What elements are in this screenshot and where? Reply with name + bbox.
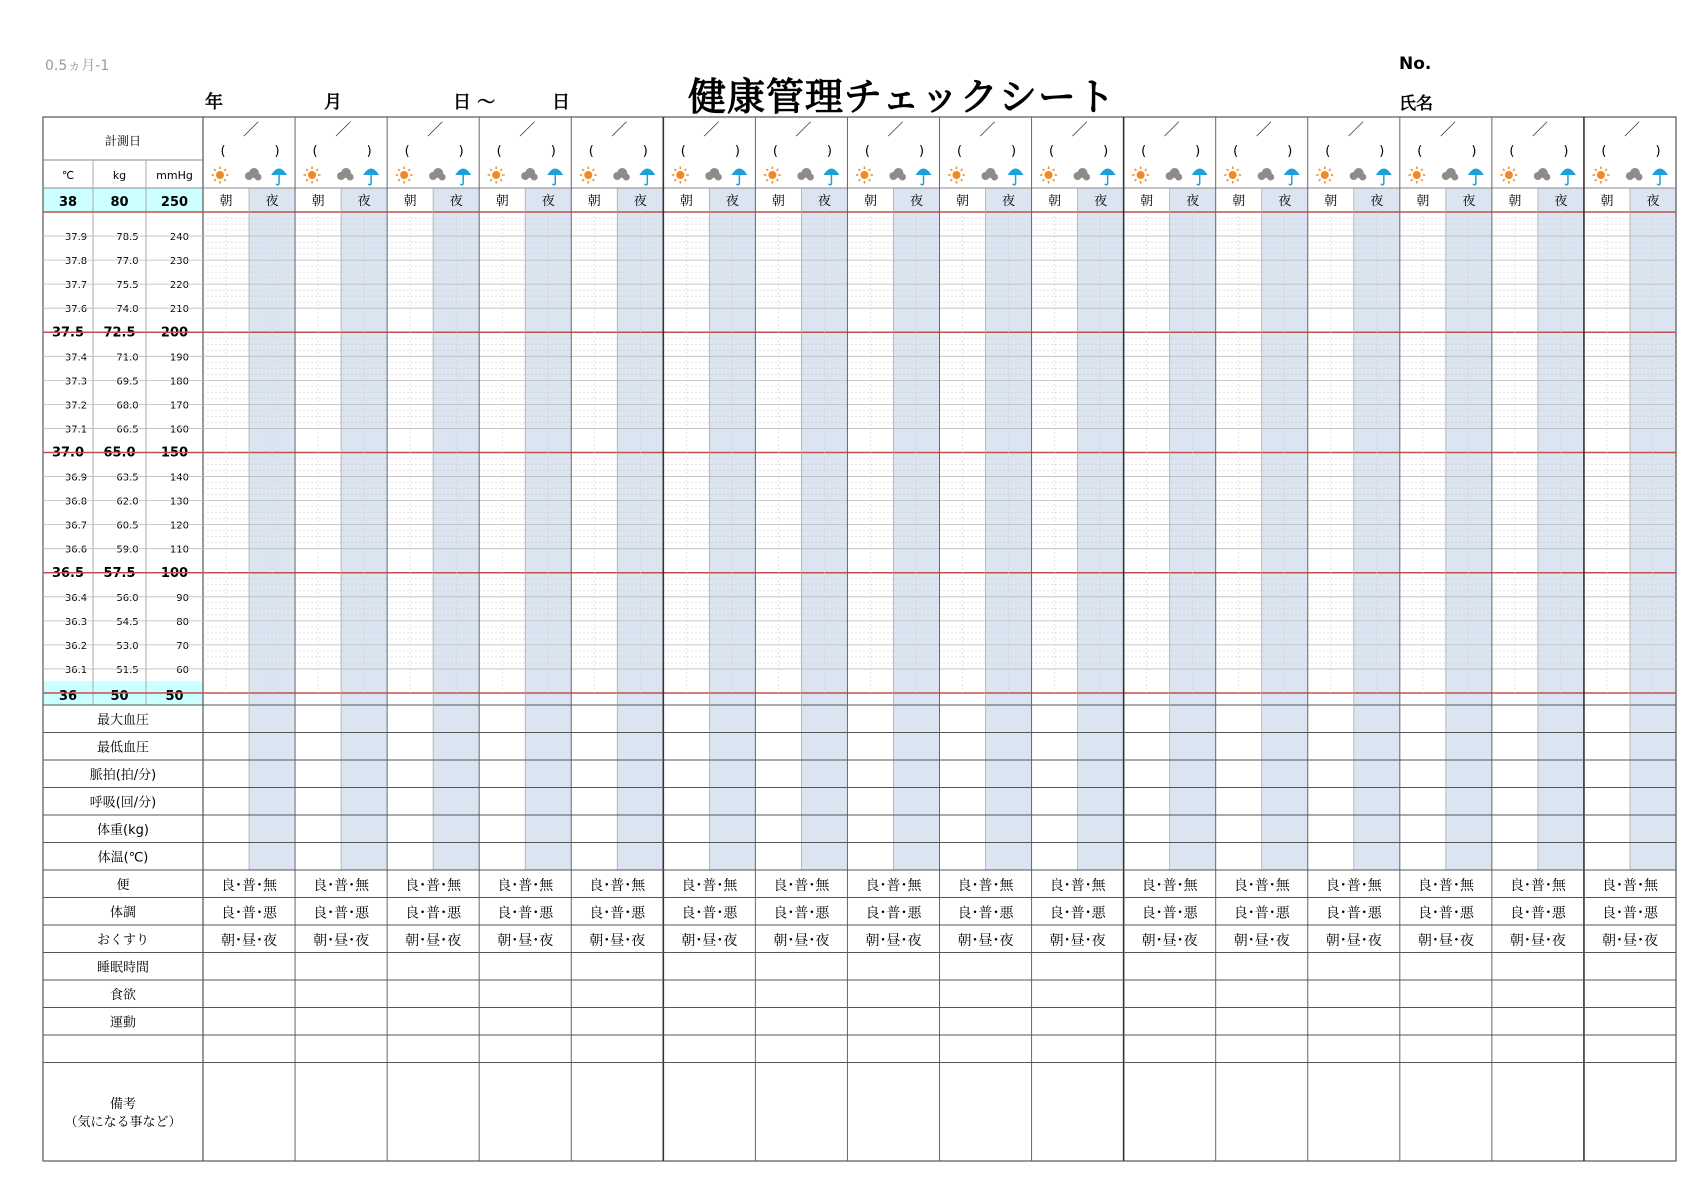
- weekday-paren-close: ): [1195, 144, 1201, 159]
- name-label: 氏名: [1399, 94, 1433, 114]
- cloud-icon[interactable]: [245, 168, 262, 181]
- unit-label: mmHg: [156, 169, 193, 182]
- remarks-sub-label: （気になる事など）: [64, 1115, 182, 1130]
- night-label: 夜: [1554, 194, 1568, 209]
- choice-cell: 良･普･無: [1233, 877, 1290, 894]
- sun-icon[interactable]: [580, 167, 597, 184]
- date-slash: ／: [979, 120, 996, 139]
- cloud-icon[interactable]: [1626, 168, 1643, 181]
- weekday-paren-open: (: [312, 144, 318, 159]
- choice-cell: 良･普･無: [497, 877, 554, 894]
- weekday-paren-close: ): [918, 144, 925, 159]
- choice-cell: 良･普･悪: [1141, 905, 1198, 922]
- date-slash: ／: [1255, 120, 1272, 139]
- scale-value: 37.7: [64, 280, 88, 292]
- weekday-paren-close: ): [826, 144, 832, 159]
- morning-label: 朝: [1048, 194, 1062, 209]
- scale-value: 220: [169, 280, 189, 292]
- umbrella-icon[interactable]: [823, 169, 839, 185]
- night-label: 夜: [1646, 194, 1660, 209]
- weekday-paren-open: (: [1141, 144, 1147, 159]
- umbrella-icon[interactable]: [455, 169, 471, 185]
- morning-label: 朝: [1416, 194, 1430, 209]
- morning-label: 朝: [1600, 194, 1614, 209]
- umbrella-icon[interactable]: [1376, 169, 1392, 185]
- umbrella-icon[interactable]: [1008, 169, 1024, 185]
- scale-value: 63.5: [116, 472, 139, 484]
- scale-value: 70: [176, 640, 189, 652]
- choice-cell: 良･普･無: [221, 877, 278, 894]
- scale-value: 150: [160, 445, 189, 461]
- choice-cell: 朝･昼･夜: [773, 932, 830, 949]
- scale-value: 77.0: [116, 256, 139, 268]
- choice-cell: 朝･昼･夜: [957, 932, 1014, 949]
- weekday-paren-open: (: [772, 144, 778, 159]
- choice-cell: 良･普･悪: [1509, 905, 1566, 922]
- weekday-paren-open: (: [496, 144, 502, 159]
- choice-cell: 朝･昼･夜: [865, 932, 922, 949]
- scale-value: 50: [165, 689, 184, 704]
- weekday-paren-open: (: [1417, 144, 1423, 159]
- weekday-paren-open: (: [404, 144, 410, 159]
- date-slash: ／: [519, 120, 536, 139]
- cloud-icon[interactable]: [613, 168, 630, 181]
- unit-label: kg: [112, 169, 127, 182]
- choice-cell: 朝･昼･夜: [1509, 932, 1566, 949]
- scale-value: 60.5: [116, 520, 139, 532]
- row-label: 体温(℃): [97, 850, 149, 866]
- day-to-label: 日: [552, 92, 570, 113]
- cloud-icon[interactable]: [797, 168, 814, 181]
- scale-value: 68.0: [116, 400, 139, 412]
- weekday-paren-close: ): [1471, 144, 1477, 159]
- weekday-paren-close: ): [734, 144, 740, 159]
- scale-value: 36.4: [64, 592, 88, 604]
- umbrella-icon[interactable]: [1560, 169, 1576, 185]
- night-label: 夜: [633, 194, 647, 209]
- sun-icon[interactable]: [672, 167, 689, 184]
- scale-value: 37.0: [51, 445, 85, 461]
- weekday-paren-open: (: [680, 144, 686, 159]
- date-slash: ／: [1347, 120, 1364, 139]
- scale-value: 37.8: [64, 256, 88, 268]
- scale-value: 200: [160, 325, 189, 341]
- umbrella-icon[interactable]: [1284, 169, 1300, 185]
- scale-value: 62.0: [116, 496, 139, 508]
- sun-icon[interactable]: [948, 167, 965, 184]
- choice-cell: 良･普･無: [1601, 877, 1658, 894]
- row-label: 最大血圧: [96, 712, 150, 728]
- umbrella-icon[interactable]: [916, 169, 932, 185]
- scale-value: 170: [169, 400, 189, 412]
- night-label: 夜: [909, 194, 923, 209]
- sun-icon[interactable]: [1592, 167, 1609, 184]
- scale-value: 80: [110, 195, 129, 210]
- date-slash: ／: [611, 120, 628, 139]
- choice-cell: 良･普･悪: [1417, 905, 1474, 922]
- cloud-icon[interactable]: [337, 168, 354, 181]
- weekday-paren-open: (: [1509, 144, 1515, 159]
- night-label: 夜: [1278, 194, 1292, 209]
- scale-value: 100: [160, 565, 189, 581]
- date-slash: ／: [335, 120, 352, 139]
- weekday-paren-close: ): [458, 144, 464, 159]
- morning-label: 朝: [771, 194, 785, 209]
- cloud-icon[interactable]: [1442, 168, 1459, 181]
- choice-cell: 朝･昼･夜: [1417, 932, 1474, 949]
- row-label: 食欲: [109, 987, 137, 1003]
- choice-cell: 良･普･悪: [957, 905, 1014, 922]
- weekday-paren-close: ): [1655, 144, 1661, 159]
- sun-icon[interactable]: [212, 167, 229, 184]
- choice-cell: 良･普･無: [1417, 877, 1474, 894]
- scale-value: 56.0: [116, 592, 139, 604]
- number-label: No.: [1399, 54, 1432, 74]
- date-slash: ／: [1163, 120, 1180, 139]
- night-label: 夜: [357, 194, 371, 209]
- choice-cell: 良･普･無: [865, 877, 922, 894]
- choice-cell: 良･普･無: [1509, 877, 1566, 894]
- sheet-code: 0.5ヵ月-1: [45, 58, 110, 74]
- scale-value: 110: [169, 544, 189, 556]
- choice-cell: 朝･昼･夜: [681, 932, 738, 949]
- scale-value: 37.6: [64, 304, 88, 316]
- weekday-paren-open: (: [588, 144, 594, 159]
- morning-label: 朝: [311, 194, 325, 209]
- measure-day-label: 計測日: [104, 134, 142, 148]
- scale-value: 38: [58, 195, 78, 210]
- row-label: 体調: [109, 905, 137, 921]
- choice-cell: 良･普･悪: [681, 905, 738, 922]
- night-label: 夜: [1370, 194, 1384, 209]
- scale-value: 75.5: [116, 280, 139, 292]
- scale-value: 120: [169, 520, 189, 532]
- umbrella-icon[interactable]: [363, 169, 379, 185]
- date-slash: ／: [1071, 120, 1088, 139]
- night-label: 夜: [1002, 194, 1016, 209]
- cloud-icon[interactable]: [1074, 168, 1091, 181]
- umbrella-icon[interactable]: [1192, 169, 1208, 185]
- cloud-icon[interactable]: [1258, 168, 1275, 181]
- umbrella-icon[interactable]: [1100, 169, 1116, 185]
- row-label: 便: [116, 877, 130, 893]
- choice-cell: 朝･昼･夜: [1141, 932, 1198, 949]
- weekday-paren-close: ): [1103, 144, 1109, 159]
- choice-cell: 良･普･悪: [221, 905, 278, 922]
- scale-value: 140: [169, 472, 189, 484]
- scale-value: 37.9: [64, 232, 88, 244]
- sun-icon[interactable]: [1040, 167, 1057, 184]
- morning-label: 朝: [587, 194, 601, 209]
- morning-label: 朝: [1508, 194, 1522, 209]
- scale-value: 74.0: [116, 304, 139, 316]
- choice-cell: 良･普･無: [1141, 877, 1198, 894]
- morning-label: 朝: [495, 194, 509, 209]
- night-label: 夜: [541, 194, 555, 209]
- choice-cell: 良･普･悪: [405, 905, 462, 922]
- cloud-icon[interactable]: [705, 168, 722, 181]
- row-label: 体重(kg): [97, 822, 149, 838]
- weekday-paren-close: ): [274, 144, 280, 159]
- month-label: 月: [324, 92, 342, 113]
- scale-value: 37.1: [64, 424, 88, 436]
- choice-cell: 良･普･悪: [1233, 905, 1290, 922]
- scale-value: 54.5: [116, 616, 139, 628]
- row-label: 運動: [109, 1015, 137, 1031]
- choice-cell: 朝･昼･夜: [497, 932, 554, 949]
- scale-value: 66.5: [116, 424, 139, 436]
- scale-value: 69.5: [116, 376, 139, 388]
- choice-cell: 朝･昼･夜: [589, 932, 646, 949]
- morning-label: 朝: [403, 194, 417, 209]
- scale-value: 36.2: [64, 640, 88, 652]
- scale-value: 160: [169, 424, 189, 436]
- scale-value: 65.0: [103, 445, 136, 461]
- choice-cell: 朝･昼･夜: [1233, 932, 1290, 949]
- weekday-paren-close: ): [1287, 144, 1293, 159]
- scale-value: 72.5: [103, 325, 136, 341]
- morning-label: 朝: [956, 194, 970, 209]
- sun-icon[interactable]: [396, 167, 413, 184]
- scale-value: 36.8: [64, 496, 88, 508]
- choice-cell: 良･普･悪: [865, 905, 922, 922]
- date-slash: ／: [795, 120, 812, 139]
- row-label: おくすり: [96, 932, 150, 948]
- sun-icon[interactable]: [1132, 167, 1149, 184]
- scale-value: 37.2: [64, 400, 88, 412]
- scale-value: 71.0: [116, 352, 139, 364]
- scale-value: 37.3: [64, 376, 88, 388]
- weekday-paren-close: ): [550, 144, 556, 159]
- cloud-icon[interactable]: [521, 168, 538, 181]
- choice-cell: 良･普･悪: [1049, 905, 1106, 922]
- umbrella-icon[interactable]: [1468, 169, 1484, 185]
- umbrella-icon[interactable]: [271, 169, 287, 185]
- choice-cell: 良･普･悪: [1325, 905, 1382, 922]
- scale-value: 78.5: [116, 232, 139, 244]
- weekday-paren-open: (: [220, 144, 226, 159]
- sun-icon[interactable]: [764, 167, 781, 184]
- choice-cell: 朝･昼･夜: [1325, 932, 1382, 949]
- weekday-paren-open: (: [1233, 144, 1239, 159]
- choice-cell: 良･普･無: [957, 877, 1014, 894]
- choice-cell: 良･普･無: [681, 877, 738, 894]
- scale-value: 37.5: [51, 325, 85, 341]
- night-label: 夜: [817, 194, 831, 209]
- choice-cell: 朝･昼･夜: [313, 932, 370, 949]
- choice-cell: 朝･昼･夜: [1049, 932, 1106, 949]
- date-slash: ／: [887, 120, 904, 139]
- cloud-icon[interactable]: [1534, 168, 1551, 181]
- choice-cell: 良･普･悪: [589, 905, 646, 922]
- scale-value: 57.5: [103, 565, 136, 581]
- night-label: 夜: [265, 194, 279, 209]
- sun-icon[interactable]: [1408, 167, 1425, 184]
- day-from-label: 日 〜: [453, 92, 496, 113]
- umbrella-icon[interactable]: [547, 169, 563, 185]
- scale-value: 250: [160, 195, 189, 210]
- sun-icon[interactable]: [856, 167, 873, 184]
- choice-cell: 良･普･無: [1049, 877, 1106, 894]
- weekday-paren-close: ): [1379, 144, 1385, 159]
- sun-icon[interactable]: [488, 167, 505, 184]
- choice-cell: 良･普･悪: [1601, 905, 1658, 922]
- choice-cell: 朝･昼･夜: [1601, 932, 1658, 949]
- scale-value: 37.4: [64, 352, 88, 364]
- weekday-paren-close: ): [642, 144, 648, 159]
- scale-value: 240: [169, 232, 189, 244]
- sun-icon[interactable]: [1224, 167, 1241, 184]
- date-slash: ／: [427, 120, 444, 139]
- choice-cell: 良･普･無: [405, 877, 462, 894]
- row-label: 呼吸(回/分): [89, 795, 157, 811]
- date-slash: ／: [1439, 120, 1456, 139]
- scale-value: 51.5: [116, 664, 139, 676]
- cloud-icon[interactable]: [1166, 168, 1183, 181]
- umbrella-icon[interactable]: [731, 169, 747, 185]
- scale-value: 50: [110, 689, 129, 704]
- night-label: 夜: [1462, 194, 1476, 209]
- date-slash: ／: [243, 120, 260, 139]
- choice-cell: 良･普･悪: [313, 905, 370, 922]
- scale-value: 180: [169, 376, 189, 388]
- remarks-label: 備考: [109, 1097, 137, 1112]
- scale-value: 36.7: [64, 520, 88, 532]
- morning-label: 朝: [219, 194, 233, 209]
- umbrella-icon[interactable]: [639, 169, 655, 185]
- scale-value: 36.9: [64, 472, 88, 484]
- cloud-icon[interactable]: [982, 168, 999, 181]
- choice-cell: 良･普･悪: [497, 905, 554, 922]
- night-label: 夜: [1094, 194, 1108, 209]
- scale-value: 130: [169, 496, 189, 508]
- weekday-paren-close: ): [1563, 144, 1569, 159]
- morning-label: 朝: [863, 194, 877, 209]
- night-label: 夜: [449, 194, 463, 209]
- weekday-paren-close: ): [1011, 144, 1017, 159]
- scale-value: 230: [169, 256, 189, 268]
- morning-label: 朝: [1324, 194, 1338, 209]
- scale-value: 36.6: [64, 544, 88, 556]
- unit-label: ℃: [61, 169, 75, 182]
- weekday-paren-open: (: [1325, 144, 1331, 159]
- scale-value: 210: [169, 304, 189, 316]
- scale-value: 60: [176, 664, 189, 676]
- choice-cell: 良･普･無: [313, 877, 370, 894]
- morning-label: 朝: [1232, 194, 1246, 209]
- scale-value: 53.0: [116, 640, 139, 652]
- morning-label: 朝: [679, 194, 693, 209]
- scale-value: 190: [169, 352, 189, 364]
- night-label: 夜: [1186, 194, 1200, 209]
- weekday-paren-open: (: [864, 144, 870, 159]
- choice-cell: 良･普･無: [773, 877, 830, 894]
- choice-cell: 朝･昼･夜: [221, 932, 278, 949]
- choice-cell: 良･普･悪: [773, 905, 830, 922]
- umbrella-icon[interactable]: [1652, 169, 1668, 185]
- row-label: 睡眠時間: [96, 960, 150, 976]
- choice-cell: 朝･昼･夜: [405, 932, 462, 949]
- cloud-icon[interactable]: [889, 168, 906, 181]
- weekday-paren-open: (: [1049, 144, 1055, 159]
- morning-label: 朝: [1140, 194, 1154, 209]
- choice-cell: 良･普･無: [589, 877, 646, 894]
- choice-cell: 良･普･無: [1325, 877, 1382, 894]
- weekday-paren-close: ): [366, 144, 372, 159]
- row-label: 脈拍(拍/分): [89, 767, 157, 783]
- scale-value: 36: [58, 689, 78, 704]
- sun-icon[interactable]: [1500, 167, 1517, 184]
- scale-value: 36.1: [64, 664, 88, 676]
- date-slash: ／: [1623, 120, 1640, 139]
- sun-icon[interactable]: [1316, 167, 1333, 184]
- date-slash: ／: [1531, 120, 1548, 139]
- night-label: 夜: [725, 194, 739, 209]
- scale-value: 36.5: [51, 565, 85, 581]
- scale-value: 59.0: [116, 544, 139, 556]
- year-label: 年: [205, 92, 223, 113]
- cloud-icon[interactable]: [1350, 168, 1367, 181]
- weekday-paren-open: (: [956, 144, 963, 159]
- weekday-paren-open: (: [1601, 144, 1607, 159]
- cloud-icon[interactable]: [429, 168, 446, 181]
- scale-value: 90: [176, 592, 189, 604]
- date-slash: ／: [703, 120, 720, 139]
- row-label: 最低血圧: [96, 740, 150, 756]
- page-title: 健康管理チェックシート: [688, 75, 1116, 119]
- scale-value: 36.3: [64, 616, 88, 628]
- scale-value: 80: [176, 616, 189, 628]
- sun-icon[interactable]: [304, 167, 321, 184]
